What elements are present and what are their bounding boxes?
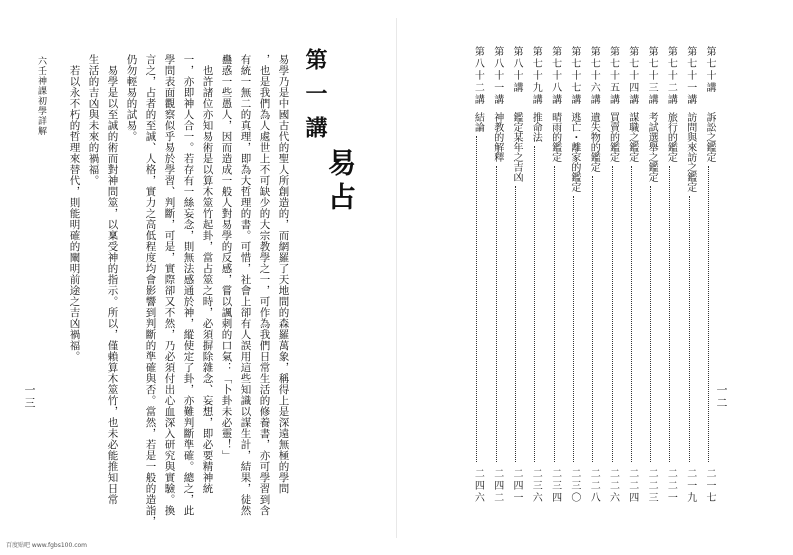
toc-chapter-title: 謀職之鑑定 xyxy=(626,112,638,162)
paragraph-line: 言之，占者的至誠、人格，實力之高低程度均會影響到判斷的準確與否。當然，若是一般的造詣， xyxy=(144,54,157,527)
toc-page-number: 二三〇 xyxy=(568,468,580,504)
toc-chapter-title: 晴雨的鑑定 xyxy=(549,112,561,162)
page-number: 一二 xyxy=(715,384,728,410)
toc-page-number: 二四二 xyxy=(491,468,503,504)
toc-leader-dots xyxy=(708,166,709,462)
paragraph-line: ，也是我們為人處世上不可缺少的大宗教學之一，可作為我們日常生活的修養書，亦可學習到含 xyxy=(258,54,271,516)
chapter-title: 易占 xyxy=(324,148,357,216)
running-header: 六壬神課初學詳解 xyxy=(36,56,46,136)
toc-leader-dots xyxy=(612,166,613,462)
toc-leader-dots xyxy=(534,146,535,462)
toc-page-number: 二二一 xyxy=(665,468,677,504)
toc-chapter-number: 第七十九講 xyxy=(530,46,542,106)
toc-chapter-number: 第七十四講 xyxy=(626,46,638,106)
toc-chapter-title: 鑑定某年之吉凶 xyxy=(511,112,522,182)
right-page xyxy=(396,0,793,555)
paragraph-line: 易學是以至誠的術而對神問筮，以稟受神的指示。所以，僅賴算木筮竹，也未必能推知日常 xyxy=(106,54,119,505)
toc-leader-dots xyxy=(554,166,555,462)
toc-page-number: 二三四 xyxy=(549,468,561,504)
paragraph-line: 有統一無二的真理，即為大哲理的書。可惜，社會上卻有人誤用這些知識以謀生計，結果，徒然 xyxy=(239,54,252,516)
toc-chapter-title: 遺失物的鑑定 xyxy=(588,112,600,172)
paragraph-line: 學問表面觀察似乎易於學習、判斷，可是，實際卻又不然，乃必須付出心血深入研究與實驗。換 xyxy=(163,54,176,516)
footer-watermark: 百度贴吧 www.fgbs100.com xyxy=(6,542,88,549)
toc-chapter-number: 第七十七講 xyxy=(568,46,580,106)
toc-chapter-title: 旅行的鑑定 xyxy=(665,112,677,162)
toc-chapter-title: 買賣的鑑定 xyxy=(607,112,619,162)
paragraph-line: 一，亦即神人合一。若存有一絲妄念，則無法感通於神，縱使定了卦，亦難判斷準確。總之，此 xyxy=(182,54,195,516)
toc-leader-dots xyxy=(631,166,632,462)
toc-chapter-number: 第七十五講 xyxy=(607,46,619,106)
toc-leader-dots xyxy=(496,166,497,462)
toc-chapter-title: 訴訟之鑑定 xyxy=(704,112,715,162)
toc-chapter-number: 第八十二講 xyxy=(472,46,484,106)
toc-page-number: 二二三 xyxy=(646,468,658,504)
toc-chapter-title: 考試選舉之鑑定 xyxy=(646,112,658,182)
toc-page-number: 二二四 xyxy=(626,468,638,504)
paragraph-line: 若以永不朽的哲理來替代，則能明確的闡明前途之吉凶禍福。 xyxy=(68,54,81,362)
toc-page-number: 二二六 xyxy=(607,468,619,504)
toc-chapter-number: 第七十講 xyxy=(704,46,715,94)
toc-page-number: 二四六 xyxy=(472,468,484,504)
toc-page-number: 二一七 xyxy=(704,468,715,504)
paragraph-line: 易學乃是中國古代的聖人所創造的，而網羅了天地間的森羅萬象，稱得上是深遠無極的學問 xyxy=(277,54,290,494)
toc-chapter-number: 第七十二講 xyxy=(665,46,677,106)
toc-page-number: 二一九 xyxy=(684,468,696,504)
chapter-label: 第一講 xyxy=(302,48,327,150)
toc-leader-dots xyxy=(515,186,516,462)
toc-leader-dots xyxy=(669,166,670,462)
toc-chapter-title: 結論 xyxy=(472,112,484,132)
toc-leader-dots xyxy=(573,196,574,462)
toc-leader-dots xyxy=(592,176,593,462)
toc-chapter-number: 第七十六講 xyxy=(588,46,600,106)
toc-page-number: 二二八 xyxy=(588,468,600,504)
toc-page-number: 二三六 xyxy=(530,468,542,504)
toc-leader-dots xyxy=(650,186,651,462)
toc-chapter-number: 第七十三講 xyxy=(646,46,658,106)
toc-chapter-title: 逃亡・離家的鑑定 xyxy=(568,112,580,192)
toc-chapter-number: 第八十講 xyxy=(511,46,522,94)
toc-chapter-title: 神教的解釋 xyxy=(491,112,503,162)
paragraph-line: 也許諸位亦知易術是以算木筮竹起卦，當占筮之時，必須摒除雜念、妄想，即必要精神統 xyxy=(201,54,214,494)
toc-chapter-number: 第七十八講 xyxy=(549,46,561,106)
toc-chapter-number: 第八十一講 xyxy=(491,46,503,106)
paragraph-line: 蠱惑一些愚人，因而造成一般人對易學的反感，嘗以諷刺的口氣：「卜卦未必靈！」 xyxy=(220,54,233,461)
toc-chapter-title: 推命法 xyxy=(530,112,542,142)
toc-leader-dots xyxy=(476,136,477,462)
toc-chapter-title: 訪問與來訪之鑑定 xyxy=(684,112,696,192)
paragraph-line: 仍勿輕易的試易。 xyxy=(125,54,138,142)
left-page xyxy=(0,0,396,555)
paragraph-line: 生活的吉凶與未來的禍福。 xyxy=(87,54,100,186)
toc-leader-dots xyxy=(689,196,690,462)
page-number: 一三 xyxy=(23,384,36,410)
toc-chapter-number: 第七十一講 xyxy=(684,46,696,106)
toc-page-number: 二四一 xyxy=(511,468,522,504)
